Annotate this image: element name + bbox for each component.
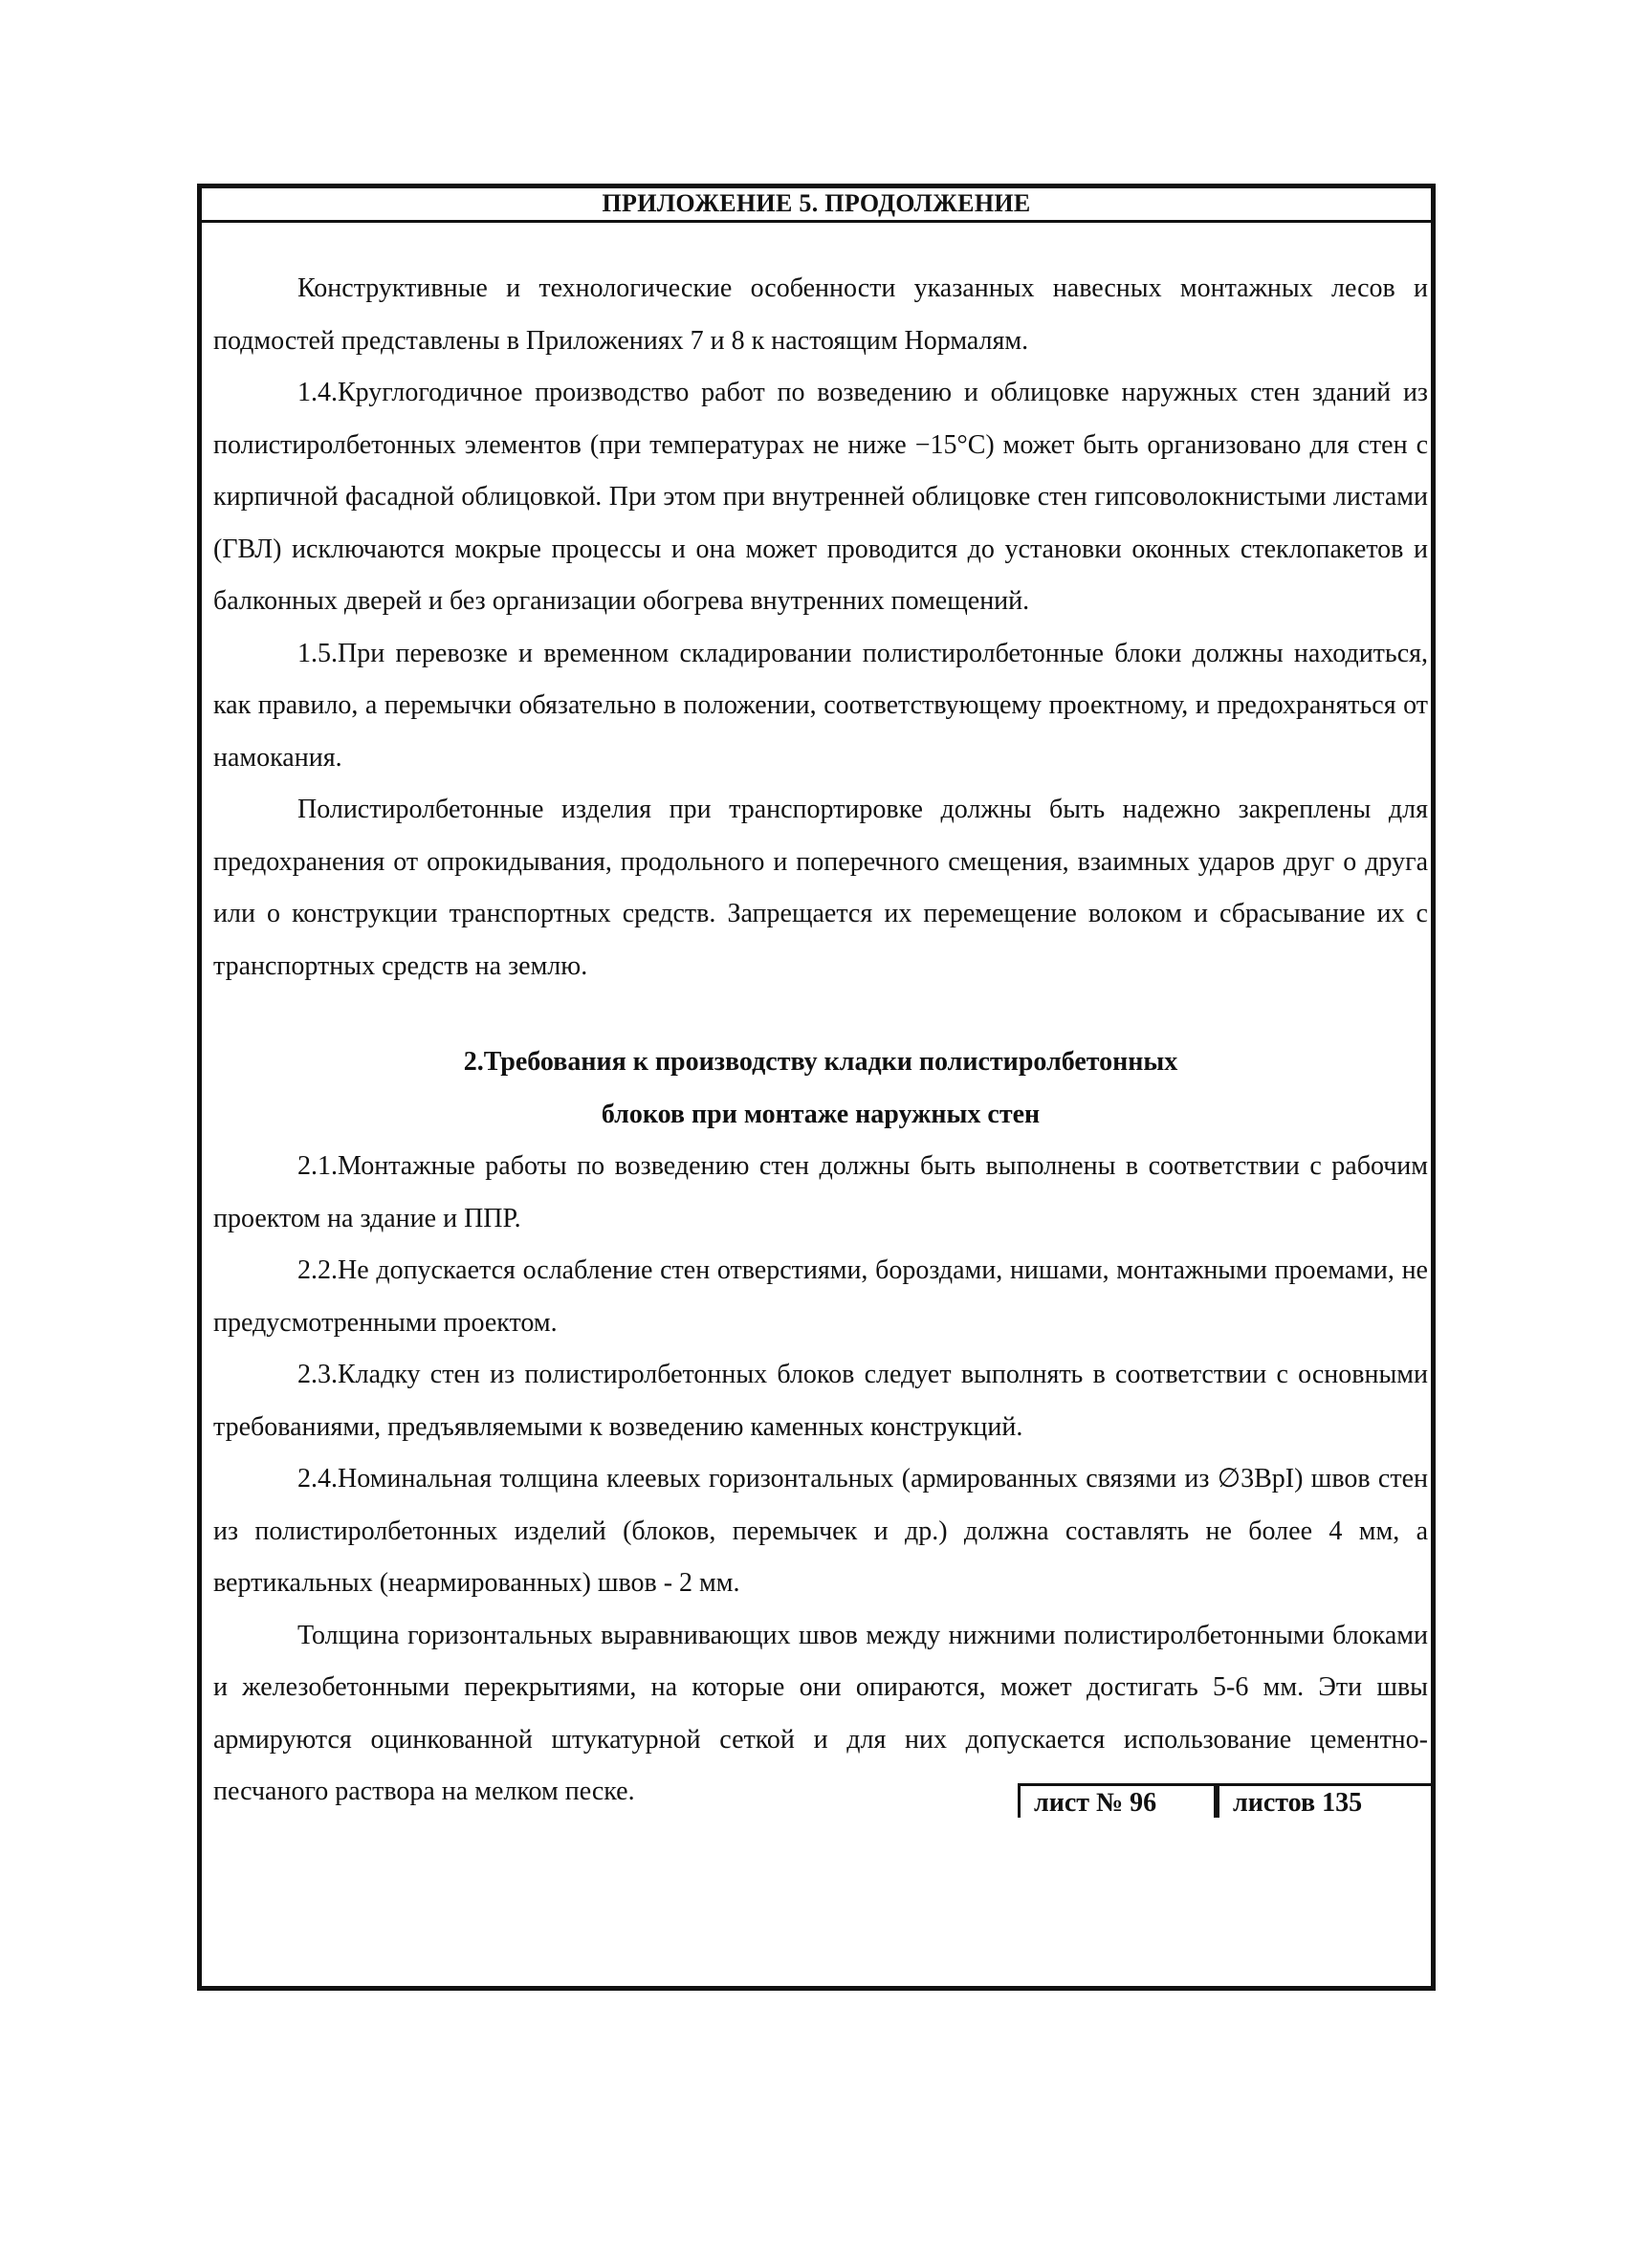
paragraph-1-4: 1.4.Круглогодичное производство работ по возведению и облицовке наружных стен зданий из полистиролбетонных элементов (при температурах не ниже −15°С) может быть организовано для стен с кирпичной фасадной облицовкой. При этом при внутренней облицовке стен гипсоволокнистыми листами (ГВЛ) исключаются мокрые процессы и она может проводится до установки оконных стеклопакетов и балконных дверей и без организации обогрева внутренних помещений. — [213, 378, 1428, 616]
appendix-header: ПРИЛОЖЕНИЕ 5. ПРОДОЛЖЕНИЕ — [202, 188, 1431, 223]
page-frame — [197, 184, 1436, 1991]
paragraph-joint-thickness: Толщина горизонтальных выравнивающих швов между нижними полистиролбетонными блоками и железобетонными перекрытиями, на которые они опираются, может достигать 5-6 мм. Эти швы армируются оцинкованной штукатурной сеткой и для них допускается использование цементно-песчаного раствора на мелком песке. — [213, 1620, 1428, 1806]
section-2-title-line-1: 2.Требования к производству кладки полистиролбетонных — [463, 1047, 1178, 1077]
paragraph-2-4: 2.4.Номинальная толщина клеевых горизонтальных (армированных связями из ∅3ВрI) швов стен из полистиролбетонных изделий (блоков, перемычек и др.) должна составлять не более 4 мм, а вертикальных (неармированных) швов - 2 мм. — [213, 1464, 1428, 1598]
paragraph-transport: Полистиролбетонные изделия при транспортировке должны быть надежно закреплены для предохранения от опрокидывания, продольного и поперечного смещения, взаимных ударов друг о друга или о конструкции транспортных средств. Запрещается их перемещение волоком и сбрасывание их с транспортных средств на землю. — [213, 795, 1428, 981]
paragraph-scaffolding: Конструктивные и технологические особенности указанных навесных монтажных лесов и подмостей представлены в Приложениях 7 и 8 к настоящим Нормалям. — [213, 273, 1428, 356]
paragraph-2-1: 2.1.Монтажные работы по возведению стен должны быть выполнены в соответствии с рабочим проектом на здание и ППР. — [213, 1151, 1428, 1233]
sheet-total-box: листов 135 — [1217, 1783, 1436, 1818]
section-2-title-line-2: блоков при монтаже наружных стен — [601, 1099, 1041, 1129]
paragraph-2-2: 2.2.Не допускается ослабление стен отверстиями, бороздами, нишами, монтажными проемами, не предусмотренными проектом. — [213, 1255, 1428, 1338]
document-body — [213, 263, 1428, 1819]
paragraph-2-3: 2.3.Кладку стен из полистиролбетонных блоков следует выполнять в соответствии с основными требованиями, предъявляемыми к возведению каменных конструкций. — [213, 1360, 1428, 1442]
sheet-number-box: лист № 96 — [1018, 1783, 1217, 1818]
paragraph-1-5: 1.5.При перевозке и временном складировании полистиролбетонные блоки должны находиться, как правило, а перемычки обязательно в положении, соответствующему проектному, и предохраняться от намокания. — [213, 638, 1428, 773]
